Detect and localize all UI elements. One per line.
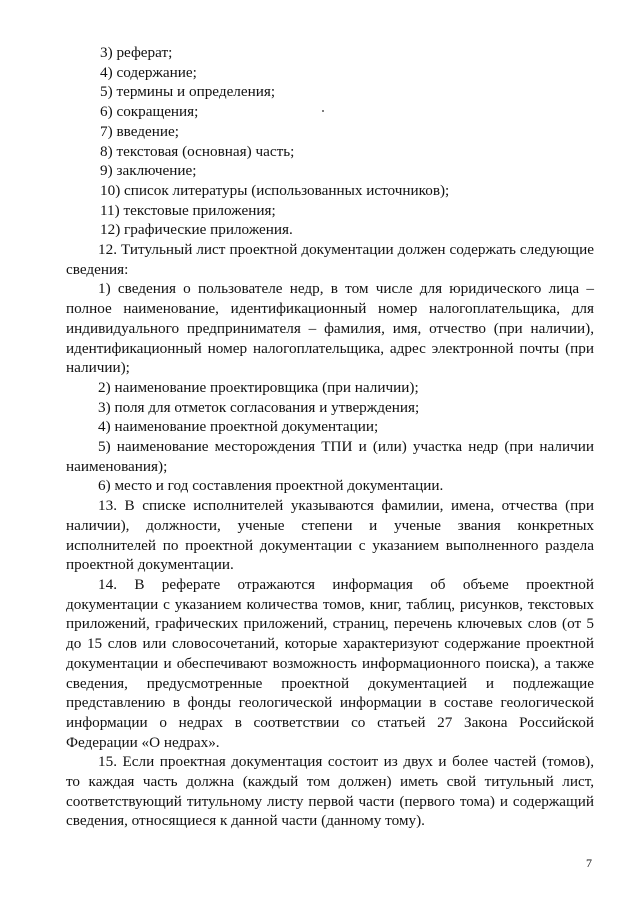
list-item-3: 3) реферат; [100,44,173,61]
paragraph-12-item-1: 1) сведения о пользователе недр, в том числе для юридического лица – полное наименование, идентификационный номер налогоплательщика, для индивидуального предпринимателя – фамилия, имя, отчество (при наличии), идентификационный номер налогоплательщика, адрес электронной почты (при наличии); [66,280,594,377]
paragraph-14: 14. В реферате отражаются информация об объеме проектной документации с указанием количества томов, книг, таблиц, рисунков, текстовых приложений, графических приложений, страниц, перечень ключевых слов (от 5 до 15 слов или словосочетаний, которые характеризуют содержание проектной документации и обеспечивают возможность информационного поиска), а также сведения, предусмотренные проектной документацией и подлежащие представлению в фонды геологической информации в составе геологической информации о недрах в соответствии со статьей 27 Закона Российской Федерации «О недрах». [66,575,594,751]
list-item-5: 5) термины и определения; [100,83,276,101]
paragraph-12-item-3: 3) поля для отметок согласования и утверждения; [98,398,420,416]
document-body [66,43,594,831]
list-item-9: 9) заключение; [100,162,197,180]
list-item-4: 4) содержание; [100,63,197,81]
list-item-12: 12) графические приложения. [100,221,293,239]
list-item-7: 7) введение; [100,122,179,140]
paragraph-15: 15. Если проектная документация состоит из двух и более частей (томов), то каждая часть должна (каждый том должен) иметь свой титульный лист, соответствующий титульному листу первой части (первого тома) и содержащий сведения, относящиеся к данной части (данному тому). [66,753,594,830]
paragraph-12: 12. Титульный лист проектной документации должен содержать следующие сведения: [66,241,594,278]
list-item-10: 10) список литературы (использованных источников); [100,181,450,199]
list-item-6: 6) сокращения; [100,103,199,121]
list-item-8: 8) текстовая (основная) часть; [100,142,295,160]
paragraph-13: 13. В списке исполнителей указываются фамилии, имена, отчества (при наличии), должности, ученые степени и ученые звания конкретных исполнителей по проектной документации с указанием выполненного раздела проектной документации. [66,497,594,574]
page-number: 7 [586,856,592,870]
paragraph-12-item-2: 2) наименование проектировщика (при наличии); [98,378,419,396]
list-item-11: 11) текстовые приложения; [100,201,276,219]
paragraph-12-item-6: 6) место и год составления проектной документации. [98,477,444,495]
paragraph-12-item-5: 5) наименование месторождения ТПИ и (или) участка недр (при наличии наименования); [66,438,594,475]
paragraph-12-item-4: 4) наименование проектной документации; [98,418,379,436]
